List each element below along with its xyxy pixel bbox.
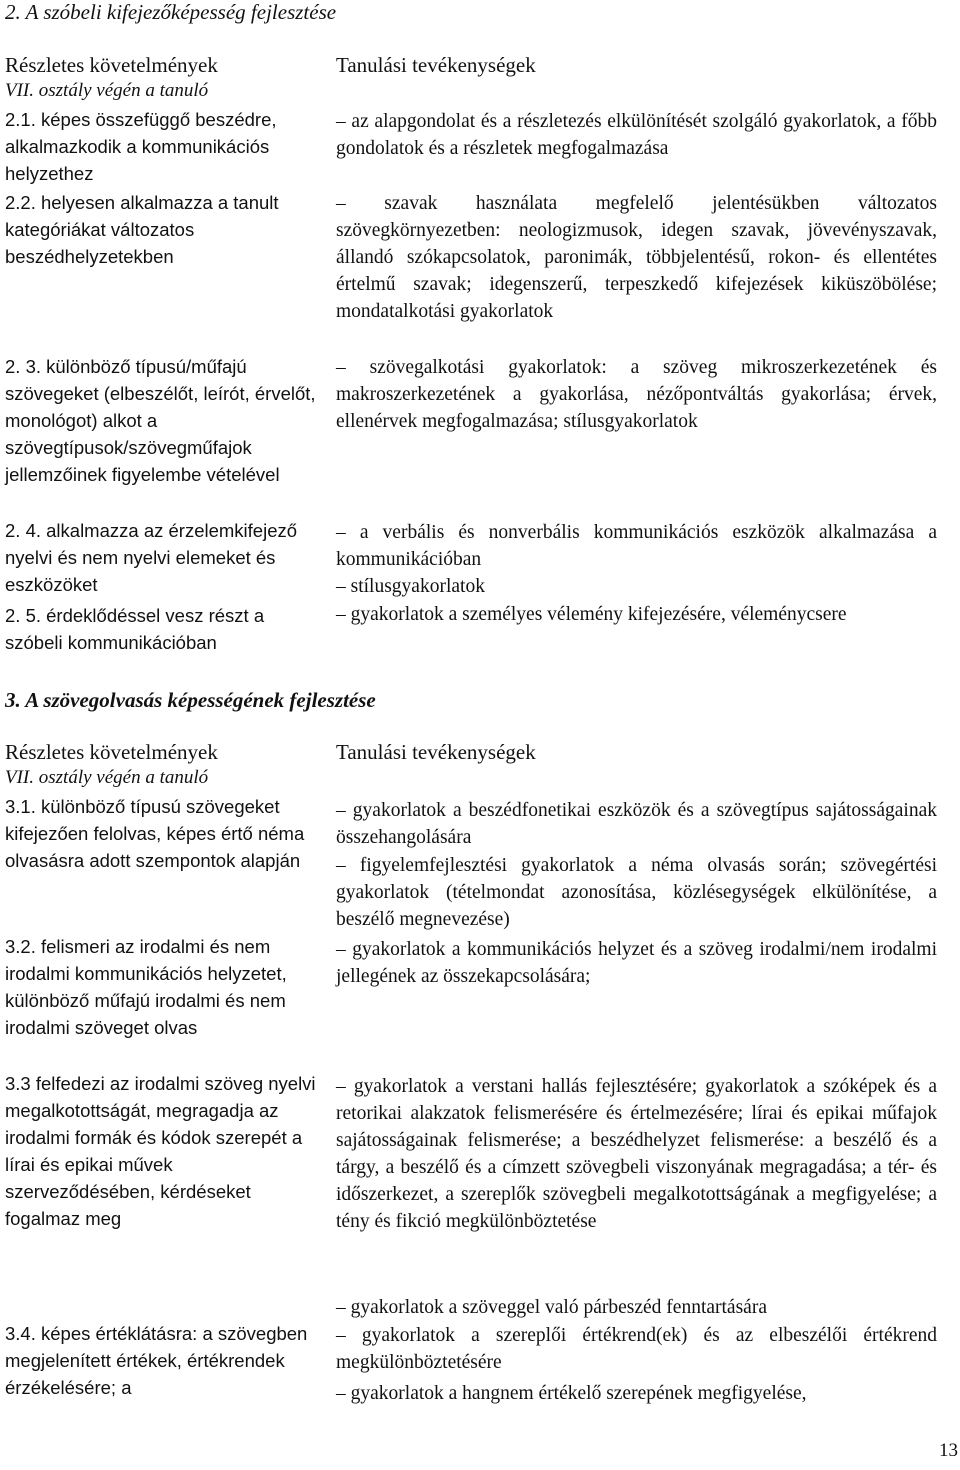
activity-3-a: – gyakorlatok a beszédfonetikai eszközök és a szövegtípus sajátosságainak összehangolására xyxy=(336,800,937,848)
requirement-3-3: 3.3 felfedezi az irodalmi szöveg nyelvi megalkotottságát, megragadja az irodalmi formák és kódok szerepét a lírai és epikai művek szerveződésében, kérdéseket fogalmaz meg xyxy=(5,1073,316,1229)
activity-3-c: – gyakorlatok a kommunikációs helyzet és a szöveg irodalmi/nem irodalmi jellegének az összekapcsolására; xyxy=(336,939,937,987)
requirement-3-4: 3.4. képes értéklátásra: a szövegben megjelenített értékek, értékrendek érzékelésére; a xyxy=(5,1323,308,1398)
requirement-3-2: 3.2. felismeri az irodalmi és nem irodalmi kommunikációs helyzetet, különböző műfajú irodalmi és nem irodalmi szöveget olvas xyxy=(5,936,287,1038)
right-column-header: Tanulási tevékenységek xyxy=(336,53,536,77)
activity-3-d: – gyakorlatok a verstani hallás fejlesztésére; gyakorlatok a szóképek és a retorikai alakzatok felismerésére és értelmezésére; lírai és epikai műfajok sajátosságainak felismerése; a beszédhelyzet felismerése: a beszélő és a tárgy, a beszélő és a címzett szövegbeli viszonyának megragadása; a tér- és időszerkezet, a szereplők szövegbeli megalkotottságának a megfigyelése; a tény és fikció megkülönböztetése xyxy=(336,1076,937,1232)
activity-2-b: – szavak használata megfelelő jelentésükben változatos szövegkörnyezetben: neologizmusok, idegen szavak, jövevényszavak, állandó szókapcsolatok, paronimák, többjelentésű, rokon- és ellentétes értelmű szavak; idegenszerű, terpeszkedő kifejezések kiküszöbölése; mondatalkotási gyakorlatok xyxy=(336,193,937,322)
requirement-2-3: 2. 3. különböző típusú/műfajú szövegeket (elbeszélőt, leírót, érvelőt, monológot) alkot a szövegtípusok/szövegműfajok jellemzőinek figyelembe vételével xyxy=(5,356,316,485)
activity-2-d: – a verbális és nonverbális kommunikációs eszközök alkalmazása a kommunikációban xyxy=(336,522,937,570)
activity-3-b: – figyelemfejlesztési gyakorlatok a néma olvasás során; szövegértési gyakorlatok (tételmondat azonosítása, közlésegységek elkülönítése, a beszélő megnevezése) xyxy=(336,855,937,930)
activity-3-g: – gyakorlatok a hangnem értékelő szerepének megfigyelése, xyxy=(336,1383,807,1404)
activity-3-f: – gyakorlatok a szereplői értékrend(ek) és az elbeszélői értékrend megkülönböztetésére xyxy=(336,1325,937,1373)
left-column-header: Részletes követelmények xyxy=(5,53,218,77)
requirement-2-1: 2.1. képes összefüggő beszédre, alkalmazkodik a kommunikációs helyzethez xyxy=(5,109,277,184)
left-column-header-3: Részletes követelmények xyxy=(5,740,218,764)
requirement-2-2: 2.2. helyesen alkalmazza a tanult kategóriákat változatos beszédhelyzetekben xyxy=(5,192,279,267)
activity-3-e: – gyakorlatok a szöveggel való párbeszéd fenntartására xyxy=(336,1297,767,1318)
page-number: 13 xyxy=(939,1440,958,1461)
requirement-3-1: 3.1. különböző típusú szövegeket kifejezően felolvas, képes értő néma olvasásra adott szempontok alapján xyxy=(5,796,305,871)
activity-2-c: – szövegalkotási gyakorlatok: a szöveg mikroszerkezetének és makroszerkezetének a gyakorlása, nézőpontváltás gyakorlása; érvek, ellenérvek megfogalmazása; stílusgyakorlatok xyxy=(336,357,937,432)
requirement-2-5: 2. 5. érdeklődéssel vesz részt a szóbeli kommunikációban xyxy=(5,605,265,653)
section-2-title: 2. A szóbeli kifejezőképesség fejlesztése xyxy=(5,0,337,24)
activity-2-e: – stílusgyakorlatok xyxy=(336,576,485,597)
section-3-title: 3. A szövegolvasás képességének fejlesztése xyxy=(5,688,376,712)
activity-2-a: – az alapgondolat és a részletezés elkülönítését szolgáló gyakorlatok, a főbb gondolatok és a részletek megfogalmazása xyxy=(336,111,937,159)
right-column-header-3: Tanulási tevékenységek xyxy=(336,740,536,764)
left-column-subheader: VII. osztály végén a tanuló xyxy=(5,80,209,101)
activity-2-f: – gyakorlatok a személyes vélemény kifejezésére, véleménycsere xyxy=(336,604,847,625)
left-column-subheader-3: VII. osztály végén a tanuló xyxy=(5,767,209,788)
requirement-2-4: 2. 4. alkalmazza az érzelemkifejező nyelvi és nem nyelvi elemeket és eszközöket xyxy=(5,520,298,595)
